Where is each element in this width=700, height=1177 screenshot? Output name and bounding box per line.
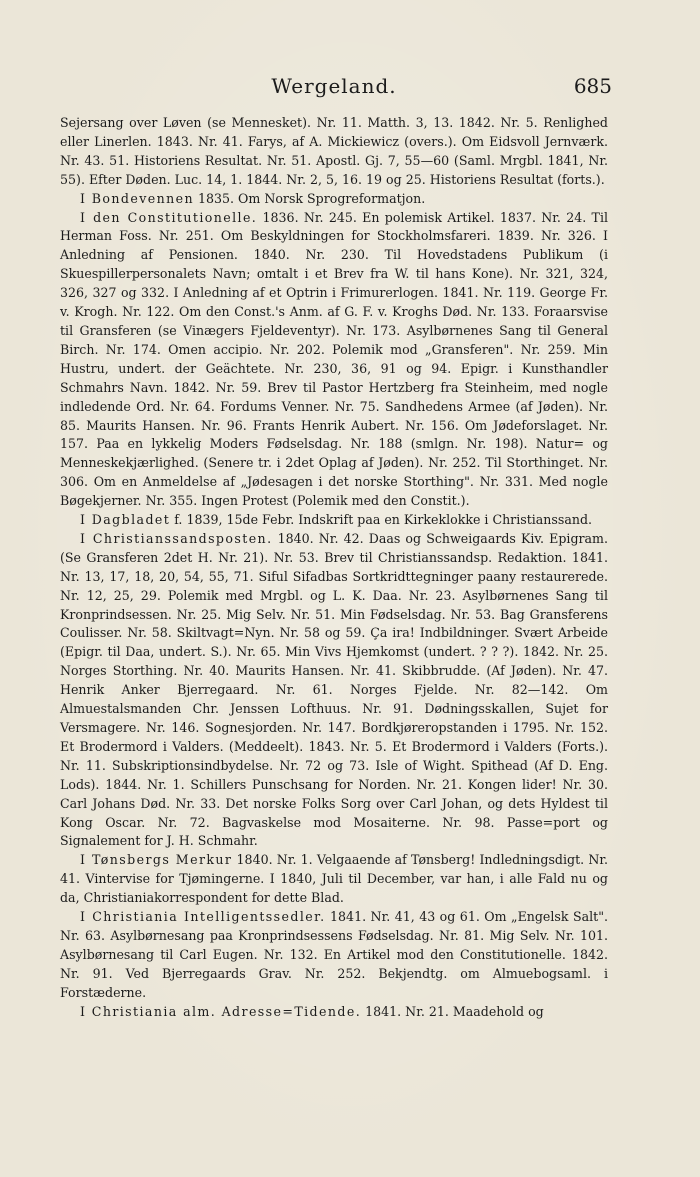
paragraph-lead: I den Constitutionelle. [80, 209, 258, 225]
paragraph-lead: I Christiania alm. Adresse=Tidende. [80, 1003, 362, 1019]
page-number: 685 [573, 74, 612, 98]
paragraph-lead: I Christianssandsposten. [80, 530, 273, 546]
paragraph-text: f. 1839, 15de Febr. Indskrift paa en Kirkeklokke i Christianssand. [170, 512, 593, 528]
paragraph-christianssandsposten [60, 530, 608, 851]
paragraph-text: 1836. Nr. 245. En polemisk Artikel. 1837. Nr. 24. Til Herman Foss. Nr. 251. Om Beskyldningen for Stockholmsfareri. 1839. Nr. 326. I Anledning af Pensionen. 1840. Nr. 230. Til Hovedstadens Publikum (i Skuespillerpersonalets Navn; omtalt i et Brev fra W. til hans Kone). Nr. 321, 324, 326, 327 og 332. I Anledning af et Optrin i Frimurerlogen. 1841. Nr. 119. George Fr. v. Krogh. Nr. 122. Om den Const.'s Anm. af G. F. v. Kroghs Død. Nr. 133. Foraarsvise til Gransferen (se Vinægers Fjeldeventyr). Nr. 173. Asylbørnenes Sang til General Birch. Nr. 174. Omen accipio. Nr. 202. Polemik mod „Gransferen". Nr. 259. Min Hustru, undert. der Geächtete. Nr. 230, 36, 91 og 94. Epigr. i Kunsthandler Schmahrs Navn. 1842. Nr. 59. Brev til Pastor Hertzberg fra Steinheim, med nogle indledende Ord. Nr. 64. Fordums Venner. Nr. 75. Sandhedens Armee (af Jøden). Nr. 85. Maurits Hansen. Nr. 96. Frants Henrik Aubert. Nr. 156. Om Jødeforslaget. Nr. 157. Paa en lykkelig Moders Fødselsdag. Nr. 188 (smlgn. Nr. 198). Natur= og Menneskekjærlighed. (Senere tr. i 2det Oplag af Jøden). Nr. 252. Til Storthinget. Nr. 306. Om en Anmeldelse af „Jødesagen i det norske Storthing". Nr. 331. Med nogle Bøgekjerner. Nr. 355. Ingen Protest (Polemik med den Constit.). [60, 209, 609, 509]
paragraph-lead: I Bondevennen [80, 190, 194, 206]
running-title: Wergeland. [271, 74, 397, 98]
paragraph-text: 1841. Nr. 21. Maadehold og [361, 1003, 544, 1019]
paragraph-lead: I Tønsbergs Merkur [80, 852, 233, 868]
bibliography-text [60, 114, 608, 1022]
paragraph-lead: I Dagbladet [80, 512, 171, 528]
paragraph-text: 1835. Om Norsk Sprogreformatjon. [194, 190, 426, 206]
paragraph-bondevennen [60, 190, 608, 209]
paragraph-text: 1840. Nr. 42. Daas og Schweigaards Kiv. Epigram. (Se Gransferen 2det H. Nr. 21). Nr. 53. Brev til Christianssandsp. Redaktion. 1841. Nr. 13, 17, 18, 20, 54, 55, 71. Siful Sifadbas Sortkridttegninger paany restaurerede. Nr. 12, 25, 29. Polemik med Mrgbl. og L. K. Daa. Nr. 23. Asylbørnenes Sang til Kronprindsessen. Nr. 25. Mig Selv. Nr. 51. Min Fødselsdag. Nr. 53. Bag Gransferens Coulisser. Nr. 58. Skiltvagt=Nyn. Nr. 58 og 59. Ça ira! Indbildninger. Svært Arbeide (Epigr. til Daa, undert. S.). Nr. 65. Min Vivs Hjemkomst (undert. ? ? ?). 1842. Nr. 25. Norges Storthing. Nr. 40. Maurits Hansen. Nr. 41. Skibbrudde. (Af Jøden). Nr. 47. Henrik Anker Bjerregaard. Nr. 61. Norges Fjelde. Nr. 82—142. Om Almuestalsmanden Chr. Jenssen Lofthuus. Nr. 91. Dødningsskallen, Sujet for Versmagere. Nr. 146. Sognesjorden. Nr. 147. Bordkjøreropstanden i 1795. Nr. 152. Et Brodermord i Valders. (Meddeelt). 1843. Nr. 5. Et Brodermord i Valders (Forts.). Nr. 11. Subskriptionsindbydelse. Nr. 72 og 73. Isle of Wight. Spithead (Af D. Eng. Lods). 1844. Nr. 1. Schillers Punschsang for Norden. Nr. 21. Kongen lider! Nr. 30. Carl Johans Død. Nr. 33. Det norske Folks Sorg over Carl Johan, og dets Hyldest til Kong Oscar. Nr. 72. Bagvaskelse mod Mosaiterne. Nr. 98. Passe=port og Signalement for J. H. Schmahr. [60, 530, 608, 849]
paragraph-dagbladet [60, 511, 608, 530]
paragraph-text: 1841. Nr. 41, 43 og 61. Om „Engelsk Salt". Nr. 63. Asylbørnesang paa Kronprindsessens Fødselsdag. Nr. 81. Mig Selv. Nr. 101. Asylbørnesang til Carl Eugen. Nr. 132. En Artikel mod den Constitutionelle. 1842. Nr. 91. Ved Bjerregaards Grav. Nr. 252. Bekjendtg. om Almuebogsaml. i Forstæderne. [60, 909, 608, 1000]
paragraph-constitutionelle [60, 209, 608, 512]
paragraph-continuation [60, 114, 608, 190]
paragraph-text: Sejersang over Løven (se Mennesket). Nr. 11. Matth. 3, 13. 1842. Nr. 5. Renlighed eller Linerlen. 1843. Nr. 41. Farys, af A. Mickiewicz (overs.). Om Eidsvoll Jernværk. Nr. 43. 51. Historiens Resultat. Nr. 51. Apostl. Gj. 7, 55—60 (Saml. Mrgbl. 1841, Nr. 55). Efter Døden. Luc. 14, 1. 1844. Nr. 2, 5, 16. 19 og 25. Historiens Resultat (forts.). [60, 115, 608, 187]
paragraph-adresse-tidende [60, 1003, 608, 1022]
paragraph-lead: I Christiania Intelligentssedler. [80, 909, 326, 925]
paragraph-text: 1840. Nr. 1. Velgaaende af Tønsberg! Indledningsdigt. Nr. 41. Vintervise for Tjømingerne. I 1840, Juli til December, var han, i alle Fald nu og da, Christianiakorrespondent for dette Blad. [60, 852, 608, 906]
paragraph-tonsbergs-merkur [60, 851, 608, 908]
paragraph-intelligentssedler [60, 908, 608, 1003]
page-header [60, 74, 612, 104]
